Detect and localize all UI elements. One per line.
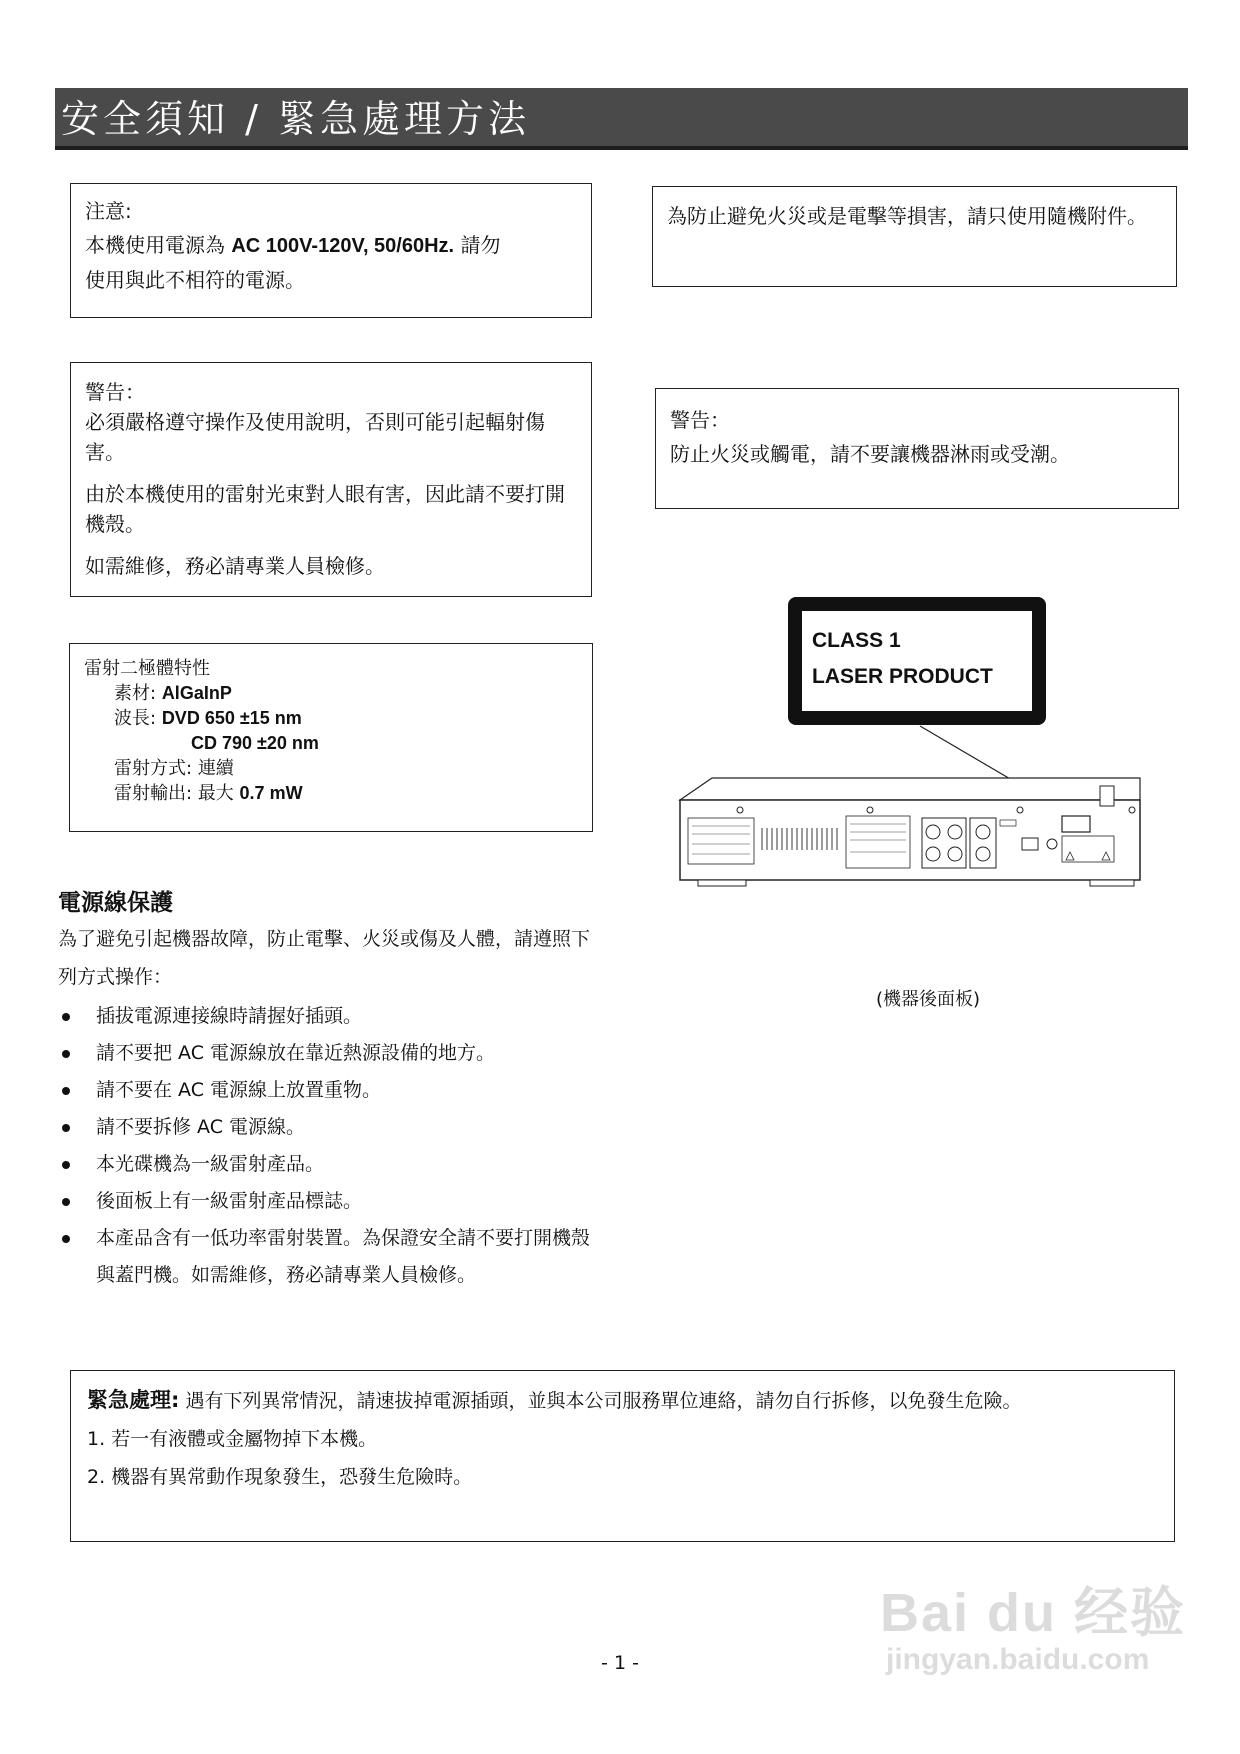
- list-item: 本產品含有一低功率雷射裝置。為保證安全請不要打開機殼與蓋門機。如需維修，務必請專業人員檢修。: [58, 1220, 603, 1294]
- emission-value: 連續: [197, 758, 234, 779]
- page-number: - 1 -: [601, 1652, 639, 1674]
- notice-line-2: 使用與此不相符的電源。: [85, 268, 305, 292]
- laser-output: [84, 781, 578, 806]
- warning-paragraph-3: 如需維修，務必請專業人員檢修。: [85, 554, 385, 578]
- bullet-icon: [62, 1124, 70, 1132]
- watermark-brand: Bai du 经验: [880, 1583, 1187, 1643]
- emission-label: 雷射方式:: [114, 758, 193, 779]
- list-item: 請不要在 AC 電源線上放置重物。: [58, 1072, 603, 1109]
- warning-paragraph-2: 由於本機使用的雷射光束對人眼有害，因此請不要打開機殼。: [85, 482, 565, 536]
- laser-class-label: [788, 597, 1046, 725]
- emergency-item-1: 1. 若一有液體或金屬物掉下本機。: [87, 1428, 378, 1450]
- accessory-text: 為防止避免火災或是電擊等損害，請只使用隨機附件。: [667, 204, 1147, 228]
- warning-text: 防止火災或觸電，請不要讓機器淋雨或受潮。: [670, 442, 1070, 466]
- fan-notch: [1100, 786, 1114, 806]
- power-spec: AC 100V-120V, 50/60Hz.: [231, 235, 455, 257]
- laser-diode-box: [69, 643, 593, 832]
- laser-heading: 雷射二極體特性: [84, 658, 210, 679]
- rear-panel-caption: (機器後面板): [876, 989, 981, 1010]
- notice-heading: 注意:: [85, 199, 132, 223]
- power-cord-list: [58, 998, 603, 1294]
- material-label: 素材:: [114, 683, 157, 704]
- emergency-line: [87, 1381, 1158, 1420]
- list-item: 插拔電源連接線時請握好插頭。: [58, 998, 603, 1035]
- power-cord-intro: 為了避免引起機器故障，防止電擊、火災或傷及人體，請遵照下列方式操作：: [58, 928, 591, 988]
- warning-box-radiation: [70, 362, 592, 597]
- warning-heading: 警告：: [670, 408, 730, 432]
- warning-box-moisture: [655, 388, 1179, 509]
- laser-material: [84, 681, 578, 706]
- list-item: 請不要把 AC 電源線放在靠近熱源設備的地方。: [58, 1035, 603, 1072]
- class-text: CLASS 1: [812, 629, 901, 652]
- power-cord-title: 電源線保護: [58, 890, 173, 916]
- bullet-icon: [62, 1050, 70, 1058]
- output-label: 雷射輸出:: [114, 783, 193, 804]
- notice-prefix: 本機使用電源為: [85, 233, 225, 257]
- wavelength-label: 波長:: [114, 708, 157, 729]
- bullet-icon: [62, 1087, 70, 1095]
- bullet-icon: [62, 1161, 70, 1169]
- baidu-watermark: [880, 1570, 1186, 1677]
- emergency-box: [70, 1370, 1175, 1542]
- warning-paragraph-1: 必須嚴格遵守操作及使用說明，否則可能引起輻射傷害。: [85, 410, 545, 464]
- laser-product-text: LASER PRODUCT: [812, 665, 993, 688]
- notice-line-1: [85, 228, 577, 263]
- laser-wavelength-cd: [84, 731, 578, 756]
- material-value: AlGaInP: [161, 683, 232, 703]
- emergency-item-2: 2. 機器有異常動作現象發生，恐發生危險時。: [87, 1466, 473, 1488]
- laser-emission: [84, 756, 578, 781]
- output-prefix: 最大: [197, 783, 234, 804]
- chassis-top: [680, 778, 1140, 800]
- emergency-text: 遇有下列異常情況，請速拔掉電源插頭，並與本公司服務單位連絡，請勿自行拆修，以免發生危險。: [185, 1390, 1022, 1412]
- device-foot: [698, 880, 746, 886]
- bullet-icon: [62, 1013, 70, 1021]
- accessory-box: [652, 186, 1177, 287]
- watermark-url: jingyan.baidu.com: [886, 1643, 1150, 1676]
- wavelength-cd: CD 790 ±20 nm: [191, 733, 319, 753]
- notice-box: [70, 183, 592, 318]
- list-item: 後面板上有一級雷射產品標誌。: [58, 1183, 603, 1220]
- emergency-title: 緊急處理:: [87, 1388, 180, 1412]
- list-item: 請不要拆修 AC 電源線。: [58, 1109, 603, 1146]
- bullet-icon: [62, 1235, 70, 1243]
- warning-heading: 警告：: [85, 380, 145, 404]
- device-foot: [1090, 880, 1134, 886]
- notice-suffix: 請勿: [460, 233, 501, 257]
- page-title: 安全須知 / 緊急處理方法: [55, 88, 1188, 150]
- output-value: 0.7 mW: [239, 783, 303, 803]
- laser-class-label-inner: [802, 611, 1032, 711]
- laser-wavelength: [84, 706, 578, 731]
- wavelength-dvd: DVD 650 ±15 nm: [161, 708, 302, 728]
- list-item: 本光碟機為一級雷射產品。: [58, 1146, 603, 1183]
- rear-panel-illustration: [670, 720, 1150, 960]
- bullet-icon: [62, 1198, 70, 1206]
